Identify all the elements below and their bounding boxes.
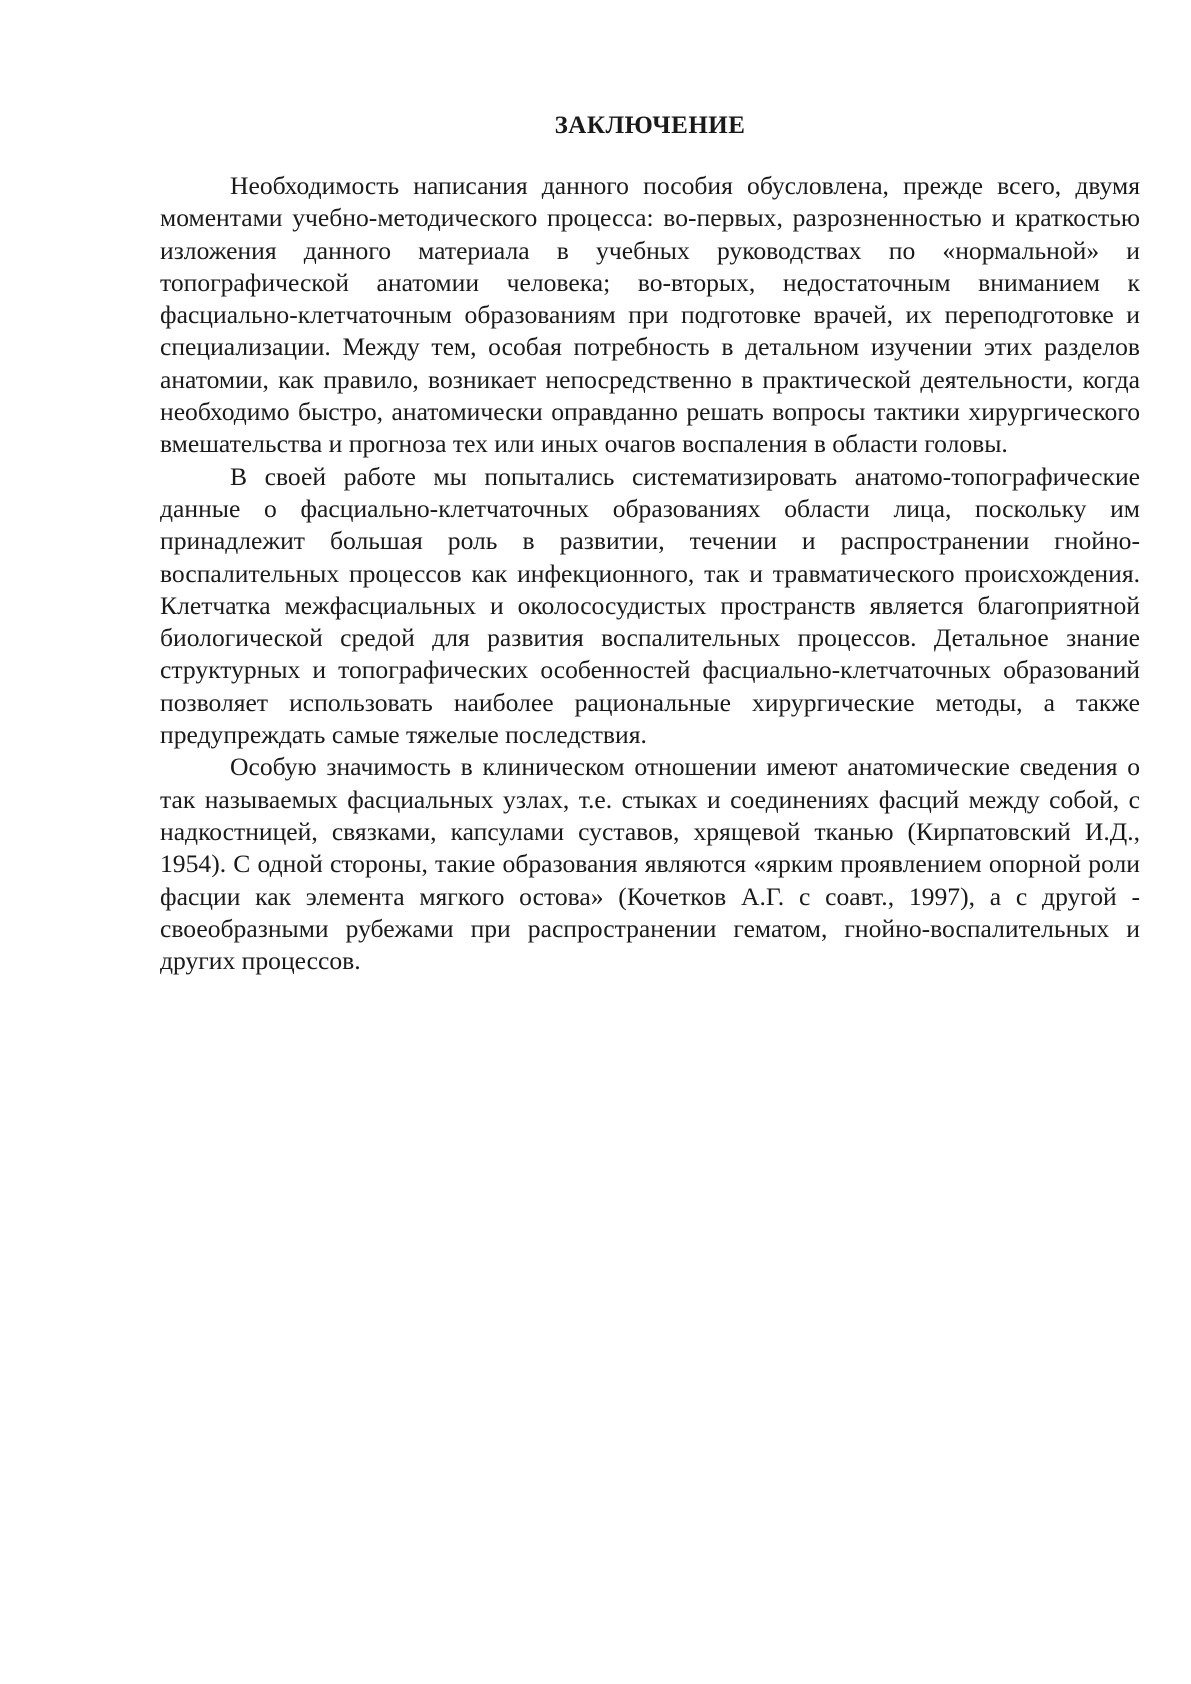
document-page [160, 112, 1140, 977]
paragraph-3: Особую значимость в клиническом отношении имеют анатомические сведения о так называемых фасциальных узлах, т.е. стыках и соединениях фасций между собой, с надкостницей, связками, капсулами суставов, хрящевой тканью (Кирпатовский И.Д., 1954). С одной стороны, такие образования являются «ярким проявлением опорной роли фасции как элемента мягкого остова» (Кочетков А.Г. с соавт., 1997), а с другой - своеобразными рубежами при распространении гематом, гнойно-воспалительных и других процессов. [160, 752, 1140, 976]
paragraph-2: В своей работе мы попытались систематизировать анатомо-топографические данные о фасциально-клетчаточных образованиях области лица, поскольку им принадлежит большая роль в развитии, течении и распространении гнойно-воспалительных процессов как инфекционного, так и травматического происхождения. Клетчатка межфасциальных и околососудистых пространств является благоприятной биологической средой для развития воспалительных процессов. Детальное знание структурных и топографических особенностей фасциально-клетчаточных образований позволяет использовать наиболее рациональные хирургические методы, а также предупреждать самые тяжелые последствия. [160, 461, 1140, 750]
paragraph-1: Необходимость написания данного пособия обусловлена, прежде всего, двумя моментами учебно-методического процесса: во-первых, разрозненностью и краткостью изложения данного материала в учебных руководствах по «нормальной» и топографической анатомии человека; во-вторых, недостаточным вниманием к фасциально-клетчаточным образованиям при подготовке врачей, их переподготовке и специализации. Между тем, особая потребность в детальном изучении этих разделов анатомии, как правило, возникает непосредственно в практической деятельности, когда необходимо быстро, анатомически оправданно решать вопросы тактики хирургического вмешательства и прогноза тех или иных очагов воспаления в области головы. [160, 171, 1140, 459]
page-title: ЗАКЛЮЧЕНИЕ [554, 112, 746, 139]
